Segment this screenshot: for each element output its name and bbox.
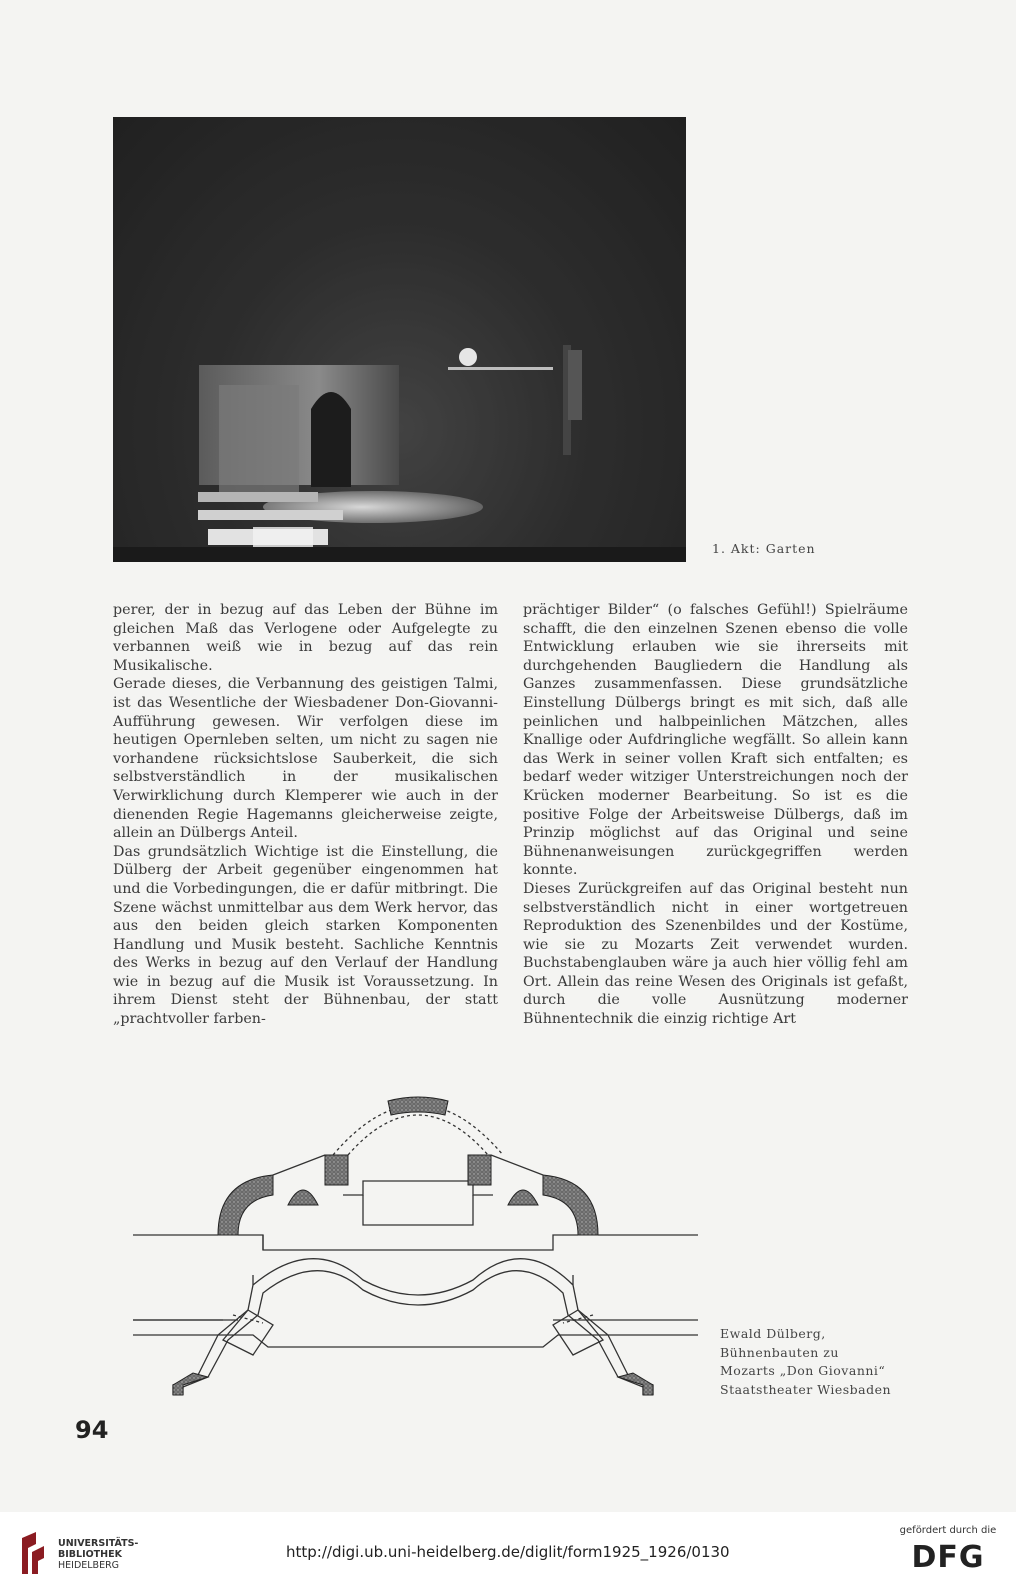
article-column-left [113, 601, 498, 1029]
university-library-logo [18, 1530, 54, 1576]
footer-bar [0, 1512, 1016, 1590]
plan-caption [720, 1325, 900, 1399]
dfg-logo: DFG [911, 1540, 985, 1575]
page-number: 94 [75, 1416, 109, 1444]
photo-caption: 1. Akt: Garten [712, 541, 816, 556]
plan-caption-line: Ewald Dülberg, [720, 1326, 826, 1341]
plan-caption-line: Bühnenbauten zu [720, 1344, 839, 1360]
article-column-right [523, 601, 908, 1029]
paragraph: Das grundsätzlich Wichtige ist die Einstellung, die Dülberg der Arbeit gegenüber eingenommen hat und die Vorbedingungen, die er dafür mitbringt. Die Szene wächst unmittelbar aus dem Werk hervor, das aus den beiden gleich starken Komponenten Handlung und Musik besteht. Sachliche Kenntnis des Werks in bezug auf den Verlauf der Handlung wie in bezug auf die Musik ist Voraussetzung. In ihrem Dienst steht der Bühnenbau, der statt „prachtvoller farben- [113, 843, 498, 1028]
stage-photo [113, 117, 686, 562]
paragraph: prächtiger Bilder“ (o falsches Gefühl!) Spielräume schafft, die den einzelnen Szenen ebenso die volle Entwicklung erlauben wie sie ihrerseits mit durchgehenden Baugliedern die Handlung als Ganzes zusammenfassen. Diese grundsätzliche Einstellung Dülbergs bringt es mit sich, daß alle peinlichen und halbpeinlichen Mätzchen, alles Knallige oder Aufdringliche wegfällt. So allein kann das Werk in seiner vollen Kraft sich entfalten; es bedarf weder witziger Unterstreichungen noch der Krücken moderner Bearbeitung. So ist es die positive Folge der Arbeitsweise Dülbergs, daß im Prinzip möglichst auf das Original und seine Bühnenanweisungen zurückgegriffen werden konnte. [523, 602, 908, 879]
sponsor-text: gefördert durch die [899, 1525, 997, 1536]
plan-caption-line: Mozarts „Don Giovanni“ [720, 1363, 886, 1378]
library-name-line: UNIVERSITÄTS- [58, 1538, 139, 1549]
sponsor-block [893, 1525, 1003, 1575]
document-url-link[interactable]: http://digi.ub.uni-heidelberg.de/diglit/form1925_1926/0130 [286, 1543, 730, 1561]
paragraph: Gerade dieses, die Verbannung des geistigen Talmi, ist das Wesentliche der Wiesbadener Don-Giovanni-Aufführung gewesen. Wir verfolgen diese im heutigen Opernleben selten, um nicht zu sagen nie vorhandene rücksichtslose Sauberkeit, die sich selbstverständlich in der musikalischen Verwirklichung durch Klemperer wie auch in der dienenden Regie Hagemanns gleicherweise zeigte, allein an Dülbergs Anteil. [113, 676, 498, 842]
paragraph: Dieses Zurückgreifen auf das Original besteht nun selbstverständlich nicht in einer wortgetreuen Reproduktion des Szenenbildes und der Kostüme, wie sie zu Mozarts Zeit verwendet wurden. Buchstabenglauben wäre ja auch hier völlig fehl am Ort. Allein das reine Wesen des Originals ist gefaßt, durch die volle Ausnützung moderner Bühnentechnik die einzig richtige Art [523, 880, 908, 1028]
library-name-line: HEIDELBERG [58, 1560, 120, 1571]
library-name-line: BIBLIOTHEK [58, 1549, 122, 1560]
paragraph: perer, der in bezug auf das Leben der Bühne im gleichen Maß das Verlogene oder Aufgelegte zu verbannen weiß wie in bezug auf das rein Musikalische. [113, 602, 498, 674]
stage-plan-drawing [113, 1085, 713, 1415]
plan-caption-line: Staatstheater Wiesbaden [720, 1381, 892, 1397]
stage-photo-drawing [113, 117, 686, 562]
library-name [58, 1538, 138, 1571]
